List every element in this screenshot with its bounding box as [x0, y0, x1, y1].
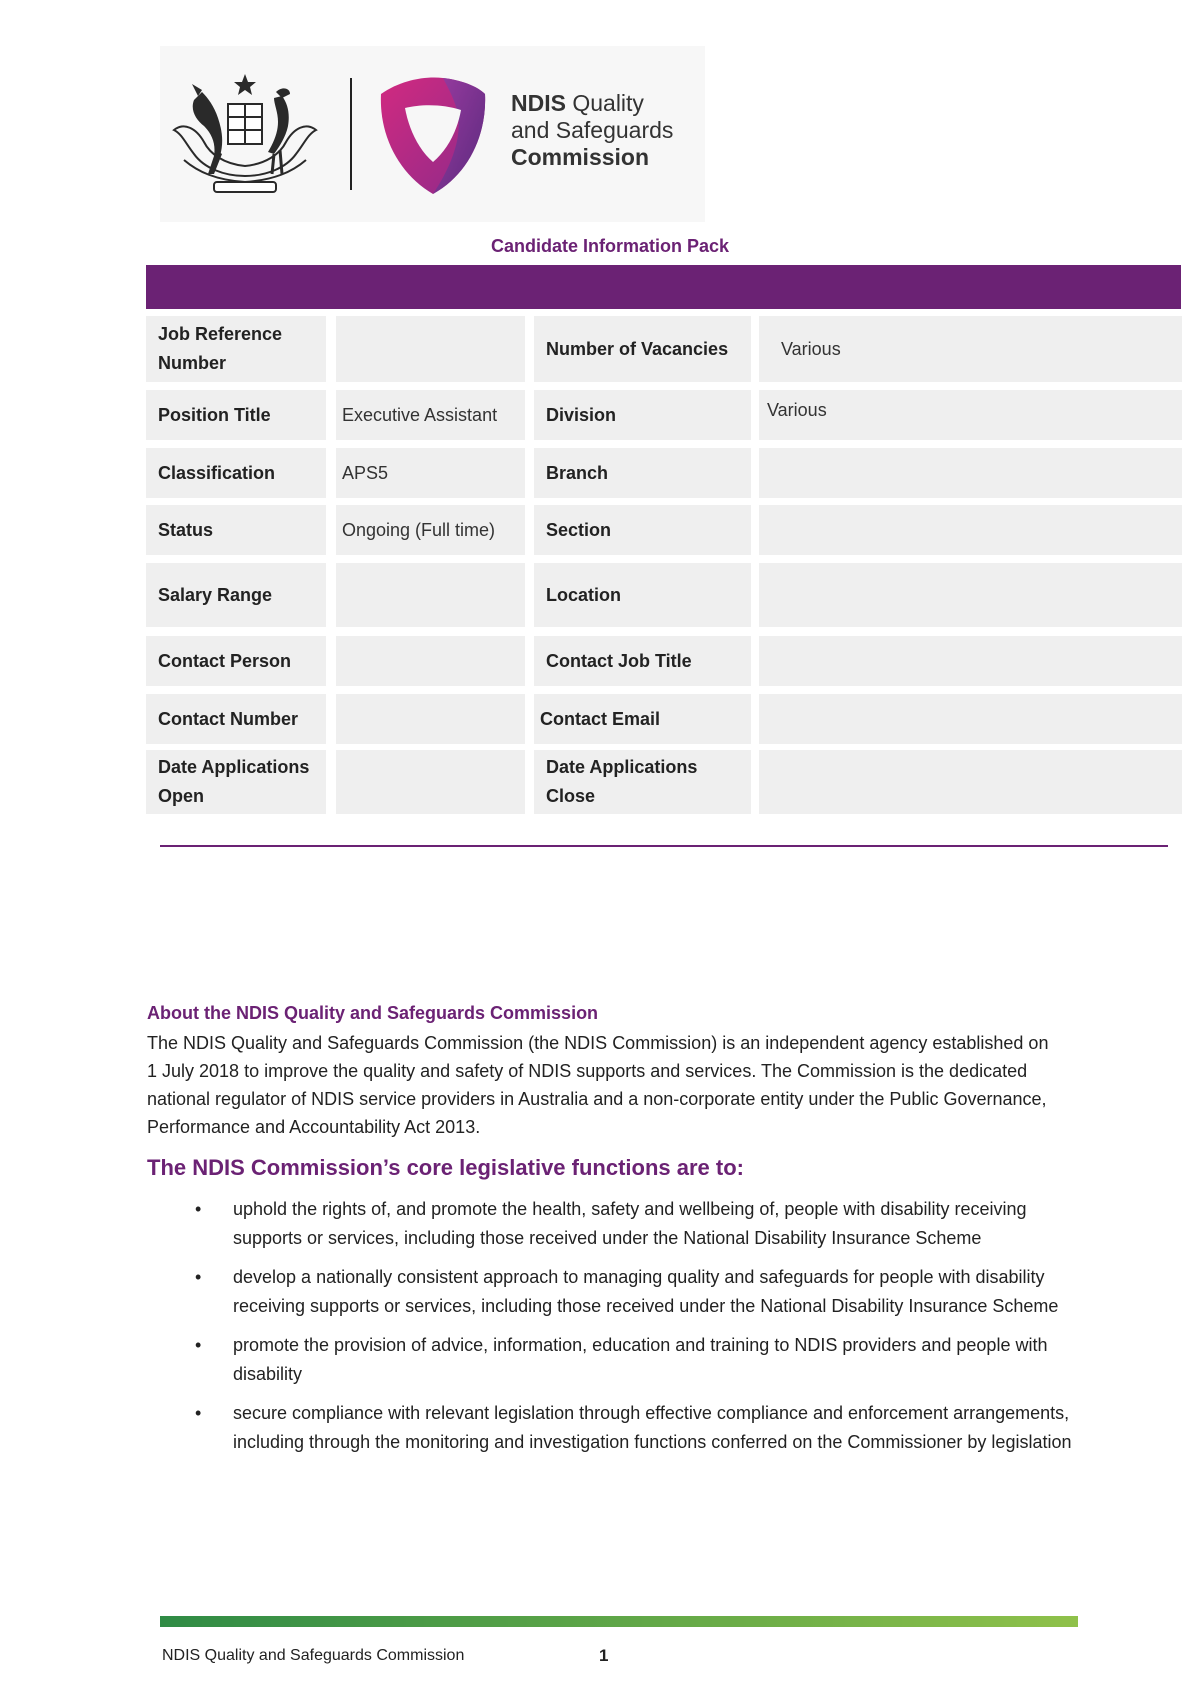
about-heading: About the NDIS Quality and Safeguards Commission [147, 1003, 599, 1023]
division-value: Various [759, 390, 1182, 440]
job-reference-number-label: Job Reference Number [146, 316, 326, 382]
org-name-line1-bold: NDIS [511, 90, 566, 116]
footer-accent-bar [160, 1616, 1078, 1627]
job-reference-number-value [336, 316, 525, 382]
position-title-label: Position Title [146, 390, 326, 440]
org-name-line1-rest: Quality [572, 90, 644, 116]
number-of-vacancies-label: Number of Vacancies [534, 316, 751, 382]
bullet-icon: • [195, 1335, 202, 1355]
location-value [759, 563, 1182, 627]
org-name-line3: Commission [511, 144, 650, 170]
ndis-shield-logo-icon [377, 74, 489, 198]
coat-of-arms-icon [164, 70, 326, 200]
bullet-icon: • [195, 1199, 202, 1219]
about-paragraph: The NDIS Quality and Safeguards Commission (the NDIS Commission) is an independent agency established on 1 July 2018 to improve the quality and safety of NDIS supports and services. The Commission is the dedicated national regulator of NDIS service providers in Australia and a non-corporate entity under the Public Governance, Performance and Accountability Act 2013. [147, 1033, 1049, 1137]
list-item [147, 1263, 1077, 1320]
location-label: Location [534, 563, 751, 627]
list-item [147, 1331, 1077, 1388]
page-number: 1 [599, 1646, 609, 1665]
list-item [147, 1195, 1077, 1252]
status-label: Status [146, 505, 326, 555]
contact-number-label: Contact Number [146, 694, 326, 744]
number-of-vacancies-value: Various [759, 316, 1182, 382]
list-item-text: promote the provision of advice, information, education and training to NDIS providers and people with disability [233, 1335, 1048, 1384]
contact-job-title-label: Contact Job Title [534, 636, 751, 686]
branch-label: Branch [534, 448, 751, 498]
classification-value: APS5 [336, 448, 525, 498]
contact-person-value [336, 636, 525, 686]
list-item-text: uphold the rights of, and promote the health, safety and wellbeing of, people with disability receiving supports or services, including those received under the National Disability Insurance Scheme [233, 1199, 1027, 1248]
list-item [147, 1399, 1077, 1456]
org-name-logotype [511, 90, 673, 171]
classification-label: Classification [146, 448, 326, 498]
date-applications-close-label: Date Applications Close [534, 750, 751, 814]
contact-email-value [759, 694, 1182, 744]
contact-person-label: Contact Person [146, 636, 326, 686]
branch-value [759, 448, 1182, 498]
date-applications-open-label: Date Applications Open [146, 750, 326, 814]
status-value: Ongoing (Full time) [336, 505, 525, 555]
logo-divider [350, 78, 352, 190]
contact-number-value [336, 694, 525, 744]
date-applications-open-value [336, 750, 525, 814]
table-header-band [146, 265, 1181, 309]
section-divider [160, 845, 1168, 847]
functions-list [147, 1195, 1077, 1467]
list-item-text: develop a nationally consistent approach to managing quality and safeguards for people with disability receiving supports or services, including those received under the National Disability Insurance Scheme [233, 1267, 1059, 1316]
functions-heading: The NDIS Commission’s core legislative functions are to: [147, 1155, 744, 1180]
position-title-value: Executive Assistant [336, 390, 525, 440]
org-name-line2: and Safeguards [511, 117, 674, 143]
salary-range-label: Salary Range [146, 563, 326, 627]
list-item-text: secure compliance with relevant legislation through effective compliance and enforcement arrangements, including through the monitoring and investigation functions conferred on the Commissioner by legislation [233, 1403, 1072, 1452]
page-title: Candidate Information Pack [490, 236, 730, 256]
division-label: Division [534, 390, 751, 440]
date-applications-close-value [759, 750, 1182, 814]
contact-email-label: Contact Email [534, 694, 751, 744]
salary-range-value [336, 563, 525, 627]
footer-org-name: NDIS Quality and Safeguards Commission [162, 1647, 465, 1664]
section-value [759, 505, 1182, 555]
contact-job-title-value [759, 636, 1182, 686]
bullet-icon: • [195, 1403, 202, 1423]
bullet-icon: • [195, 1267, 202, 1287]
header-logo-block [160, 46, 705, 222]
section-label: Section [534, 505, 751, 555]
